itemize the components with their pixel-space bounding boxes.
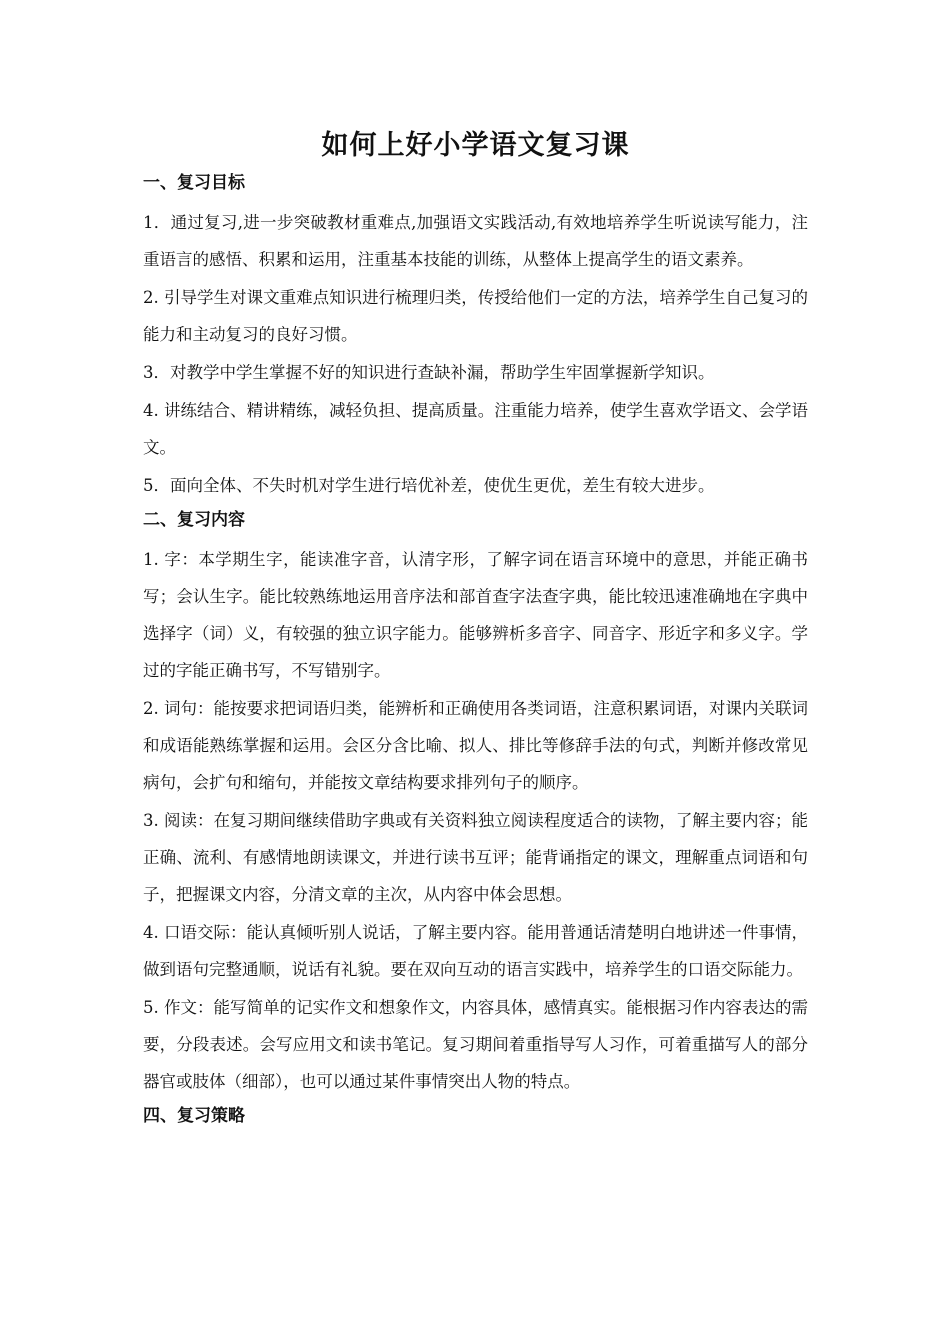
paragraph: 3. 阅读：在复习期间继续借助字典或有关资料独立阅读程度适合的读物，了解主要内容；能正确、流利、有感情地朗读课文，并进行读书互评；能背诵指定的课文，理解重点词语和句子，把握课文内容，分清文章的主次，从内容中体会思想。 <box>143 811 808 904</box>
section-review-content <box>143 505 808 1100</box>
section-review-strategy <box>143 1101 808 1131</box>
document-title: 如何上好小学语文复习课 <box>321 130 630 161</box>
section-heading: 四、复习策略 <box>143 1106 245 1126</box>
paragraph: 4. 讲练结合、精讲精练，减轻负担、提高质量。注重能力培养，使学生喜欢学语文、会学语文。 <box>143 401 808 457</box>
paragraph: 4. 口语交际：能认真倾听别人说话，了解主要内容。能用普通话清楚明白地讲述一件事情，做到语句完整通顺，说话有礼貌。要在双向互动的语言实践中，培养学生的口语交际能力。 <box>143 923 808 979</box>
paragraph: 5．面向全体、不失时机对学生进行培优补差，使优生更优，差生有较大进步。 <box>143 476 715 495</box>
paragraph: 1. 字：本学期生字，能读准字音，认清字形，了解字词在语言环境中的意思，并能正确书写；会认生字。能比较熟练地运用音序法和部首查字法查字典，能比较迅速准确地在字典中选择字（词）义，有较强的独立识字能力。能够辨析多音字、同音字、形近字和多义字。学过的字能正确书写，不写错别字。 <box>143 550 808 680</box>
section-review-goals <box>143 168 808 504</box>
paragraph: 2. 引导学生对课文重难点知识进行梳理归类，传授给他们一定的方法，培养学生自己复习的能力和主动复习的良好习惯。 <box>143 288 808 344</box>
paragraph: 1．通过复习,进一步突破教材重难点,加强语文实践活动,有效地培养学生听说读写能力，注重语言的感悟、积累和运用，注重基本技能的训练，从整体上提高学生的语文素养。 <box>143 213 808 269</box>
section-heading: 一、复习目标 <box>143 173 245 193</box>
paragraph: 3．对教学中学生掌握不好的知识进行查缺补漏，帮助学生牢固掌握新学知识。 <box>143 363 715 382</box>
paragraph: 5. 作文：能写简单的记实作文和想象作文，内容具体，感情真实。能根据习作内容表达的需要，分段表述。会写应用文和读书笔记。复习期间着重指导写人习作，可着重描写人的部分器官或肢体（细部），也可以通过某件事情突出人物的特点。 <box>143 998 808 1091</box>
section-heading: 二、复习内容 <box>143 510 245 530</box>
paragraph: 2. 词句：能按要求把词语归类，能辨析和正确使用各类词语，注意积累词语，对课内关联词和成语能熟练掌握和运用。会区分含比喻、拟人、排比等修辞手法的句式，判断并修改常见病句，会扩句和缩句，并能按文章结构要求排列句子的顺序。 <box>143 699 808 792</box>
